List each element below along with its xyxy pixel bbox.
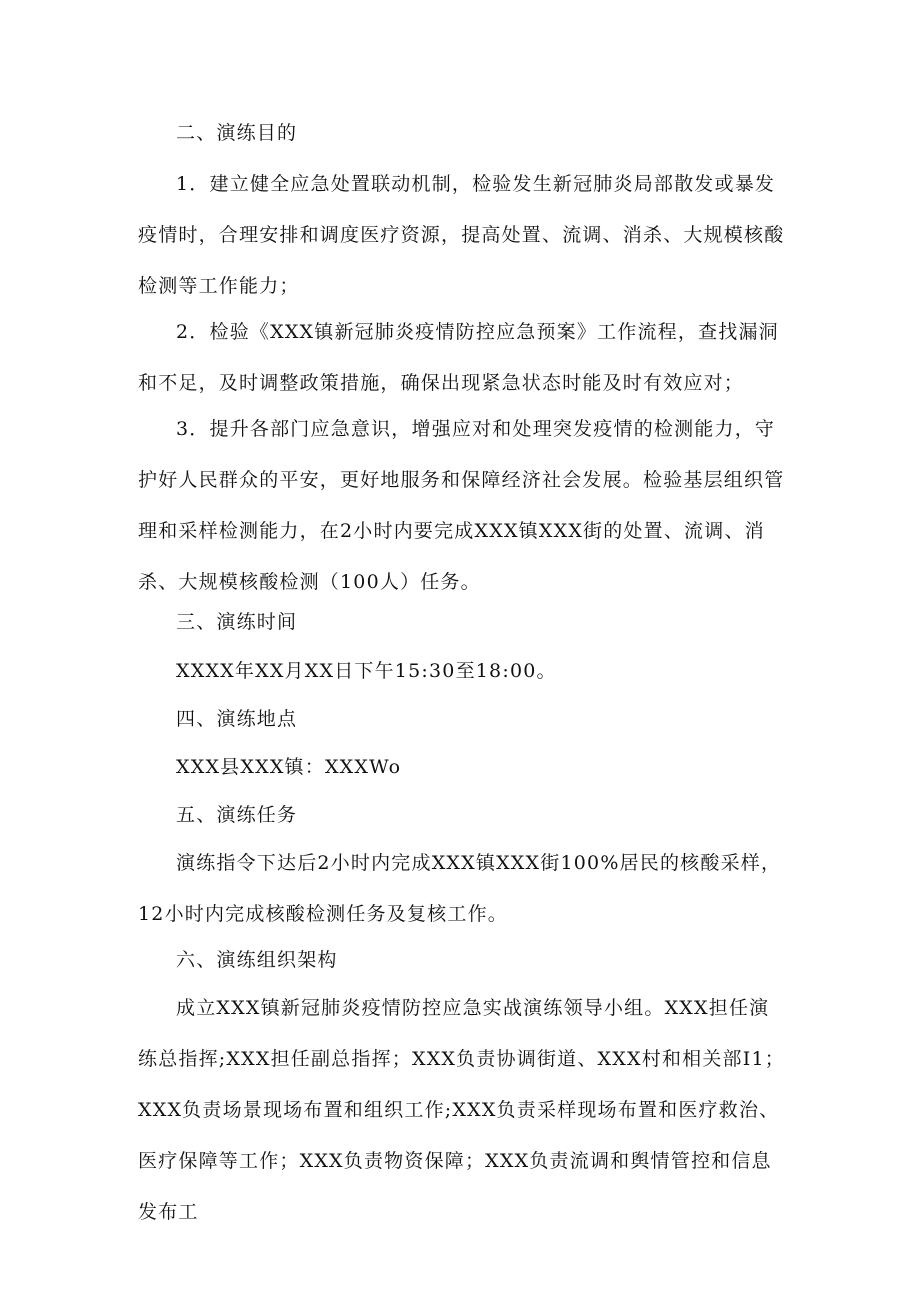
purpose-item-3: 3．提升各部门应急意识，增强应对和处理突发疫情的检测能力，守护好人民群众的平安，更好地服务和保障经济社会发展。检验基层组织管理和采样检测能力，在2小时内要完成XXX镇XXX街的处置、流调、消杀、大规模核酸检测（100人）任务。 xyxy=(138,418,785,593)
drill-location-text: XXX县XXX镇：XXXWo xyxy=(176,756,402,778)
purpose-item-1: 1．建立健全应急处置联动机制，检验发生新冠肺炎局部散发或暴发疫情时，合理安排和调度医疗资源，提高处置、流调、消杀、大规模核酸检测等工作能力； xyxy=(138,173,785,297)
organization-text: 成立XXX镇新冠肺炎疫情防控应急实战演练领导小组。XXX担任演练总指挥;XXX担任副总指挥；XXX负责协调街道、XXX村和相关部I1；XXX负责场景现场布置和组织工作;XXX负责采样现场布置和医疗救治、医疗保障等工作；XXX负责物资保障；XXX负责流调和舆情管控和信息发布工 xyxy=(138,997,785,1223)
purpose-item-2: 2．检验《XXX镇新冠肺炎疫情防控应急预案》工作流程，查找漏洞和不足，及时调整政策措施，确保出现紧急状态时能及时有效应对； xyxy=(138,321,779,394)
section-heading-drill-location: 四、演练地点 xyxy=(176,708,298,730)
section-heading-drill-task: 五、演练任务 xyxy=(176,804,298,826)
drill-time-text: XXXX年XX月XX日下午15:30至18:00。 xyxy=(176,660,557,682)
section-heading-drill-purpose: 二、演练目的 xyxy=(176,122,298,144)
drill-task-text: 演练指令下达后2小时内完成XXX镇XXX街100%居民的核酸采样，12小时内完成核酸检测任务及复核工作。 xyxy=(138,852,782,925)
section-heading-drill-time: 三、演练时间 xyxy=(176,611,298,633)
section-heading-organization: 六、演练组织架构 xyxy=(176,949,338,971)
